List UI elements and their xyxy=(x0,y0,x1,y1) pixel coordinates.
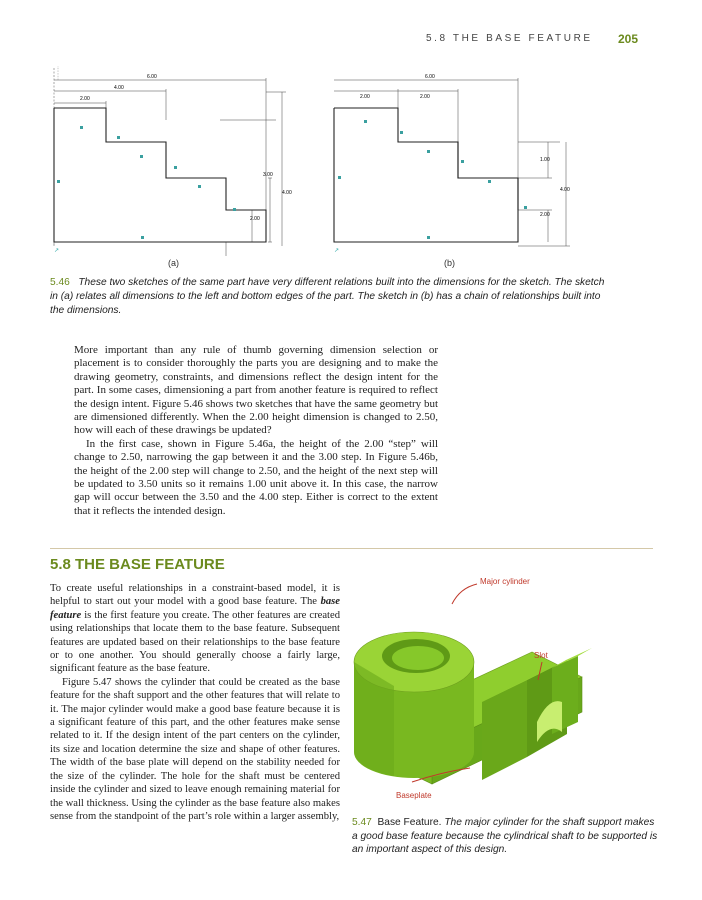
section-heading: 5.8 THE BASE FEATURE xyxy=(50,556,225,573)
label-baseplate: Baseplate xyxy=(396,791,432,800)
paragraph: More important than any rule of thumb governing dimension selection or placement is to consider thoroughly the parts you are designing and to make the drawing geometry, constraints, and dimensions reflect the design intent for the part. In some cases, dimensioning a part from another feature is required to reflect the design intent. Figure 5.46 shows two sketches that have the same geometry but are dimensioned differently. When the 2.00 height dimension is changed to 2.50, how will each of these drawings be updated? xyxy=(74,344,438,437)
figure-5-47-caption xyxy=(352,816,662,857)
dim-a-200: 2.00 xyxy=(80,96,90,102)
running-header xyxy=(0,33,702,49)
paragraph: To create useful relationships in a constraint-based model, it is helpful to start out your model with a good base feature. The base feature is the first feature you create. The other features are created using relationships that locate them to the base feature. Subsequent features are updated based on their relationships to the base feature or to one another. You should generally choose a fairly large, significant feature as the base feature. xyxy=(50,583,340,675)
dim-b-200h: 2.00 xyxy=(540,212,550,218)
key-term: base feature xyxy=(50,596,340,621)
page-number: 205 xyxy=(618,32,639,46)
paragraph: In the first case, shown in Figure 5.46a, the height of the 2.00 “step” will change to 2.50, narrowing the gap between it and the 3.00 step. In Figure 5.46b, the height of the 2.00 step will change to 2.50, and the height of the next step will be updated to 3.50 units so it remains 1.00 unit above it. In this case, the narrow gap will occur between the 3.50 and the 4.00 step. Either is correct to the extent that it reflects the intended design. xyxy=(74,437,438,517)
paragraph: Figure 5.47 shows the cylinder that could be created as the base feature for the shaft support and the other features that will relate to it. The major cylinder would make a good base feature because it is a significant feature of this part, and the other features make sense related to it. If the design intent of the part centers on the cylinder, its size and location determine the size and shape of other features. The width of the base plate will depend on the stability needed for the size of the cylinder. The hole for the shaft must be centered inside the cylinder and sized to leave enough remaining material for the wall thickness. Using the cylinder as the base feature also makes sense from the standpoint of the part’s role within a larger assembly, xyxy=(50,676,340,822)
intro-text xyxy=(74,344,438,518)
dim-a-300: 3.00 xyxy=(263,172,273,178)
svg-text:↗: ↗ xyxy=(334,248,340,254)
dim-a-400: 4.00 xyxy=(114,85,124,91)
section-divider xyxy=(50,548,653,549)
caption-547-number: 5.47 xyxy=(352,817,372,828)
dim-a-600: 6.00 xyxy=(147,74,157,80)
caption-546-number: 5.46 xyxy=(50,277,70,288)
dim-b-100: 1.00 xyxy=(540,157,550,163)
label-b: (b) xyxy=(444,258,455,268)
figure-5-46-caption xyxy=(50,276,610,318)
label-a: (a) xyxy=(168,258,179,268)
shaft-support-figure xyxy=(352,572,652,812)
caption-546-text: These two sketches of the same part have very different relations built into the dimensions for the sketch. The sketch in (a) relates all dimensions to the left and bottom edges of the part. The sketch in (b) has a chain of relationships built into the dimensions. xyxy=(50,277,605,316)
caption-547-title: Base Feature. xyxy=(377,817,442,828)
sketch-b xyxy=(330,60,590,256)
caption-547-text: The major cylinder for the shaft support makes a good base feature because the cylindrical shaft to be supported is an important aspect of this design. xyxy=(352,817,658,855)
dim-b-200a: 2.00 xyxy=(360,94,370,100)
running-header-section: 5.8 THE BASE FEATURE xyxy=(426,33,593,44)
dim-a-400h: 4.00 xyxy=(282,190,292,196)
svg-text:↗: ↗ xyxy=(54,248,60,254)
section-text xyxy=(50,582,340,823)
label-major-cylinder: Major cylinder xyxy=(480,577,530,586)
sketch-a xyxy=(50,60,320,256)
dim-b-600: 6.00 xyxy=(425,74,435,80)
dim-b-200b: 2.00 xyxy=(420,94,430,100)
dim-a-200h: 2.00 xyxy=(250,216,260,222)
label-slot: Slot xyxy=(534,651,548,660)
dim-b-400: 4.00 xyxy=(560,187,570,193)
